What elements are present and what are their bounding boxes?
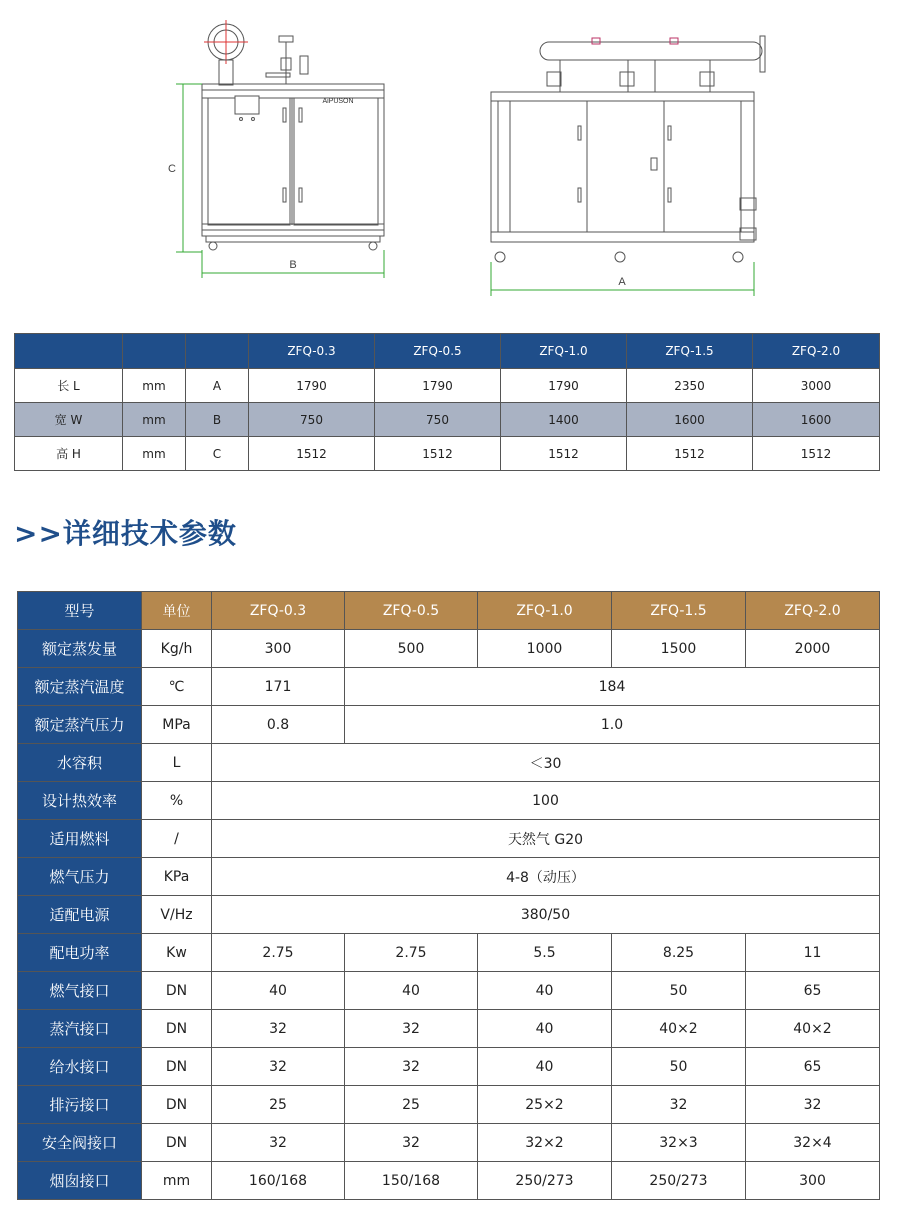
row-unit: DN [142, 972, 212, 1010]
row-label: 排污接口 [18, 1086, 142, 1124]
row-unit: / [142, 820, 212, 858]
table-row [18, 744, 880, 782]
row-label: 配电功率 [18, 934, 142, 972]
model-header: ZFQ-0.5 [345, 592, 478, 630]
row-label: 给水接口 [18, 1048, 142, 1086]
cell: 40×2 [746, 1010, 880, 1048]
merged-cell: ＜30 [212, 744, 880, 782]
model-header: ZFQ-0.5 [375, 334, 501, 369]
merged-cell: 184 [345, 668, 880, 706]
row-unit: ℃ [142, 668, 212, 706]
row-unit: % [142, 782, 212, 820]
cell: 250/273 [612, 1162, 746, 1200]
model-header: ZFQ-0.3 [212, 592, 345, 630]
cell: 40 [345, 972, 478, 1010]
cell: 1000 [478, 630, 612, 668]
model-header: ZFQ-1.5 [612, 592, 746, 630]
model-header: ZFQ-2.0 [746, 592, 880, 630]
cell: 25 [212, 1086, 345, 1124]
row-unit: DN [142, 1048, 212, 1086]
merged-cell: 4-8（动压） [212, 858, 880, 896]
merged-cell: 380/50 [212, 896, 880, 934]
cell: 750 [249, 403, 375, 437]
row-unit: mm [123, 369, 186, 403]
cell: 1512 [627, 437, 753, 471]
cell: 250/273 [478, 1162, 612, 1200]
cell: 1790 [501, 369, 627, 403]
cell: 1512 [501, 437, 627, 471]
row-label: 燃气接口 [18, 972, 142, 1010]
table-row [18, 934, 880, 972]
spec-table [17, 591, 880, 1200]
cell: 2000 [746, 630, 880, 668]
cell: 1400 [501, 403, 627, 437]
table-row [18, 1048, 880, 1086]
row-label: 宽 W [15, 403, 123, 437]
table-row [18, 1162, 880, 1200]
cell: 1512 [753, 437, 880, 471]
model-header: ZFQ-0.3 [249, 334, 375, 369]
cell: 32×2 [478, 1124, 612, 1162]
row-label: 额定蒸汽压力 [18, 706, 142, 744]
dimensions-header-row [15, 334, 880, 369]
table-row [18, 1086, 880, 1124]
row-unit: L [142, 744, 212, 782]
cell: 11 [746, 934, 880, 972]
cell: 32 [212, 1124, 345, 1162]
row-label: 烟囱接口 [18, 1162, 142, 1200]
cell: 50 [612, 972, 746, 1010]
cell: 65 [746, 972, 880, 1010]
section-title: >>详细技术参数 [14, 517, 237, 550]
row-label: 燃气压力 [18, 858, 142, 896]
dimensions-table [14, 333, 880, 471]
table-row [18, 820, 880, 858]
cell: 32 [212, 1010, 345, 1048]
table-row [18, 858, 880, 896]
dimension-label-b: B [289, 259, 297, 271]
model-header: ZFQ-2.0 [753, 334, 880, 369]
row-label: 蒸汽接口 [18, 1010, 142, 1048]
cell: 32×3 [612, 1124, 746, 1162]
table-row [18, 668, 880, 706]
row-label: 额定蒸发量 [18, 630, 142, 668]
row-unit: V/Hz [142, 896, 212, 934]
cell: 8.25 [612, 934, 746, 972]
cell: 32×4 [746, 1124, 880, 1162]
merged-cell: 天然气 G20 [212, 820, 880, 858]
row-unit: mm [142, 1162, 212, 1200]
row-code: B [186, 403, 249, 437]
cell: 1500 [612, 630, 746, 668]
cell: 2.75 [212, 934, 345, 972]
boiler-drawings [0, 0, 900, 320]
cell: 300 [746, 1162, 880, 1200]
row-unit: mm [123, 437, 186, 471]
row-unit: DN [142, 1086, 212, 1124]
cell: 32 [345, 1048, 478, 1086]
side-view-drawing [176, 20, 384, 278]
model-header: ZFQ-1.0 [478, 592, 612, 630]
row-unit: MPa [142, 706, 212, 744]
cell: 2.75 [345, 934, 478, 972]
cell: 160/168 [212, 1162, 345, 1200]
cell: 50 [612, 1048, 746, 1086]
cell: 40 [478, 1048, 612, 1086]
cell: 1600 [627, 403, 753, 437]
table-row [15, 437, 880, 471]
dimension-label-c: C [168, 163, 176, 175]
cell: 32 [212, 1048, 345, 1086]
cell: 40 [478, 1010, 612, 1048]
table-row [15, 403, 880, 437]
table-row [18, 782, 880, 820]
cell: 300 [212, 630, 345, 668]
row-code: A [186, 369, 249, 403]
cell: 32 [345, 1124, 478, 1162]
row-unit: KPa [142, 858, 212, 896]
row-unit: Kw [142, 934, 212, 972]
header-model-label: 型号 [18, 592, 142, 630]
cell: 1600 [753, 403, 880, 437]
cell: 0.8 [212, 706, 345, 744]
row-label: 额定蒸汽温度 [18, 668, 142, 706]
table-row [18, 630, 880, 668]
cell: 32 [345, 1010, 478, 1048]
row-code: C [186, 437, 249, 471]
cell: 1512 [375, 437, 501, 471]
table-row [15, 369, 880, 403]
table-row [18, 972, 880, 1010]
row-label: 设计热效率 [18, 782, 142, 820]
cell: 32 [612, 1086, 746, 1124]
spec-header-row [18, 592, 880, 630]
table-row [18, 896, 880, 934]
cell: 40×2 [612, 1010, 746, 1048]
cell: 65 [746, 1048, 880, 1086]
table-row [18, 1010, 880, 1048]
cell: 3000 [753, 369, 880, 403]
cell: 32 [746, 1086, 880, 1124]
brand-logo: AiPUSON [322, 98, 354, 105]
cell: 150/168 [345, 1162, 478, 1200]
table-row [18, 706, 880, 744]
cell: 2350 [627, 369, 753, 403]
model-header: ZFQ-1.0 [501, 334, 627, 369]
merged-cell: 1.0 [345, 706, 880, 744]
row-unit: DN [142, 1124, 212, 1162]
cell: 500 [345, 630, 478, 668]
cell: 40 [212, 972, 345, 1010]
row-unit: mm [123, 403, 186, 437]
front-view-drawing [491, 36, 765, 296]
model-header: ZFQ-1.5 [627, 334, 753, 369]
row-label: 长 L [15, 369, 123, 403]
dimension-label-a: A [618, 276, 626, 288]
cell: 1512 [249, 437, 375, 471]
row-label: 水容积 [18, 744, 142, 782]
row-label: 适配电源 [18, 896, 142, 934]
header-unit-label: 单位 [142, 592, 212, 630]
row-unit: Kg/h [142, 630, 212, 668]
cell: 25 [345, 1086, 478, 1124]
cell: 40 [478, 972, 612, 1010]
merged-cell: 100 [212, 782, 880, 820]
row-label: 适用燃料 [18, 820, 142, 858]
row-label: 高 H [15, 437, 123, 471]
row-unit: DN [142, 1010, 212, 1048]
cell: 5.5 [478, 934, 612, 972]
cell: 171 [212, 668, 345, 706]
cell: 750 [375, 403, 501, 437]
table-row [18, 1124, 880, 1162]
cell: 25×2 [478, 1086, 612, 1124]
cell: 1790 [249, 369, 375, 403]
cell: 1790 [375, 369, 501, 403]
row-label: 安全阀接口 [18, 1124, 142, 1162]
